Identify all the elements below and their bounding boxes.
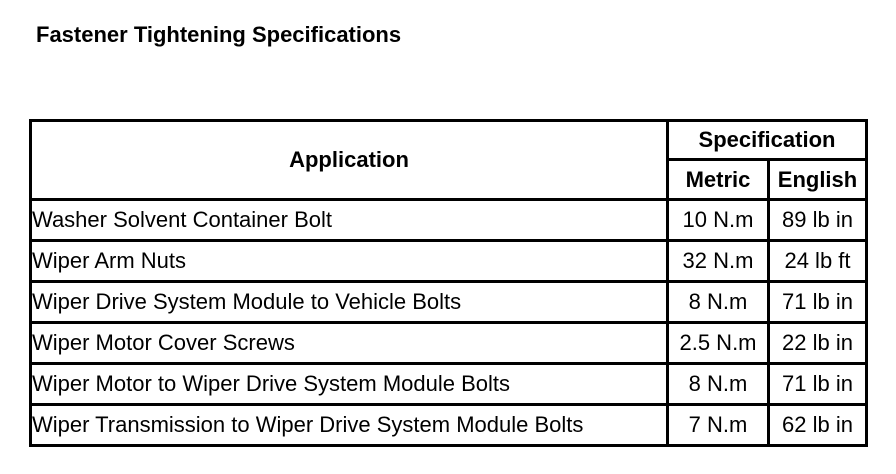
table-row (31, 405, 867, 446)
metric-cell: 8 N.m (668, 364, 769, 405)
metric-cell: 10 N.m (668, 200, 769, 241)
english-cell: 62 lb in (769, 405, 867, 446)
table-row (31, 200, 867, 241)
english-cell: 89 lb in (769, 200, 867, 241)
page-title: Fastener Tightening Specifications (36, 22, 402, 47)
table-row (31, 323, 867, 364)
metric-header: Metric (668, 160, 769, 200)
application-cell: Washer Solvent Container Bolt (31, 200, 668, 241)
metric-cell: 2.5 N.m (668, 323, 769, 364)
specification-header: Specification (668, 121, 867, 160)
english-cell: 24 lb ft (769, 241, 867, 282)
table-row (31, 364, 867, 405)
application-cell: Wiper Motor Cover Screws (31, 323, 668, 364)
english-header: English (769, 160, 867, 200)
metric-cell: 8 N.m (668, 282, 769, 323)
metric-cell: 7 N.m (668, 405, 769, 446)
application-header: Application (31, 121, 668, 200)
english-cell: 71 lb in (769, 282, 867, 323)
table-header (31, 121, 867, 200)
table-row (31, 241, 867, 282)
fastener-spec-table (29, 119, 868, 447)
metric-cell: 32 N.m (668, 241, 769, 282)
english-cell: 22 lb in (769, 323, 867, 364)
application-cell: Wiper Drive System Module to Vehicle Bolts (31, 282, 668, 323)
english-cell: 71 lb in (769, 364, 867, 405)
header-row-1 (31, 121, 867, 160)
table-row (31, 282, 867, 323)
table-body (31, 200, 867, 446)
application-cell: Wiper Transmission to Wiper Drive System Module Bolts (31, 405, 668, 446)
application-cell: Wiper Arm Nuts (31, 241, 668, 282)
application-cell: Wiper Motor to Wiper Drive System Module Bolts (31, 364, 668, 405)
